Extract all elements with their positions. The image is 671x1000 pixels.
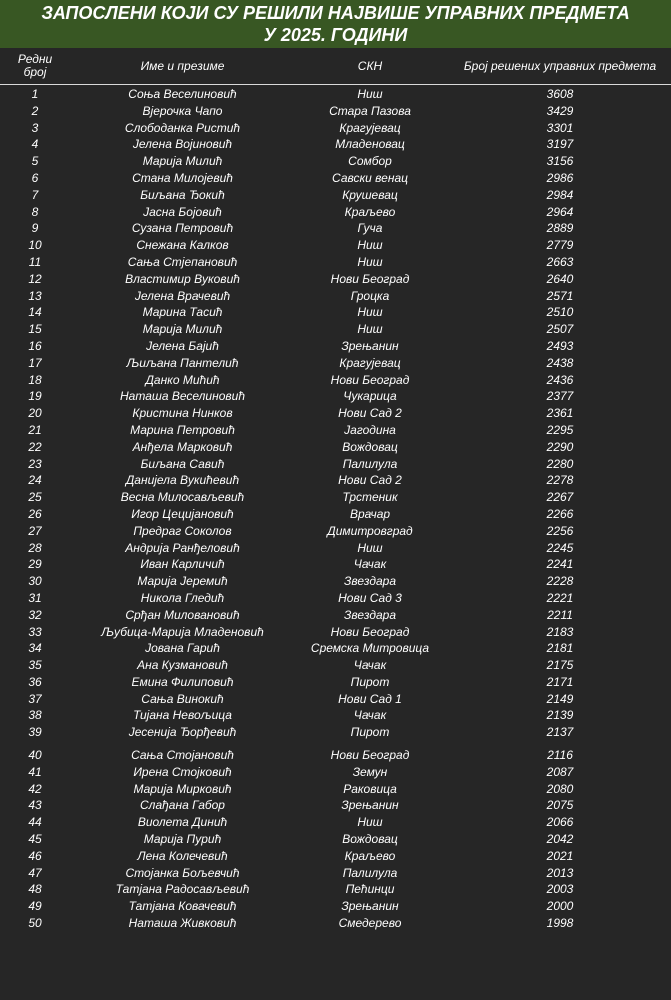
skn-office: Ниш — [357, 540, 383, 555]
row-number: 44 — [28, 815, 42, 830]
resolved-count: 2221 — [546, 590, 574, 605]
employee-name: Марина Петровић — [130, 422, 235, 437]
employee-name: Јелена Бајић — [146, 338, 219, 353]
skn-office: Ниш — [357, 305, 383, 320]
resolved-count: 2571 — [546, 288, 574, 303]
table-row — [0, 120, 671, 137]
resolved-count: 2436 — [546, 372, 574, 387]
skn-office: Димитровград — [327, 523, 413, 538]
employee-name: Марија Милић — [142, 322, 223, 337]
employee-name: Никола Гледић — [140, 590, 225, 605]
employee-name: Биљана Савић — [140, 456, 225, 471]
skn-office: Нови Сад 3 — [338, 590, 402, 605]
resolved-count: 2361 — [546, 406, 574, 421]
resolved-count: 2000 — [546, 899, 574, 914]
resolved-count: 2228 — [546, 574, 574, 589]
resolved-count: 2116 — [547, 748, 573, 763]
row-number: 31 — [28, 590, 42, 605]
table-row — [0, 540, 671, 557]
skn-office: Палилула — [342, 865, 398, 880]
skn-office: Савски венац — [332, 170, 408, 185]
skn-office: Земун — [352, 764, 388, 779]
resolved-count: 3156 — [546, 154, 574, 169]
table-row — [0, 103, 671, 120]
row-number: 24 — [28, 473, 42, 488]
resolved-count: 2640 — [546, 271, 574, 286]
resolved-count: 2042 — [546, 832, 574, 847]
table-row — [0, 472, 671, 489]
employee-name: Јесенија Ђорђевић — [128, 725, 237, 740]
resolved-count: 2510 — [546, 305, 574, 320]
resolved-count: 2183 — [546, 624, 574, 639]
employee-name: Марија Мирковић — [133, 781, 232, 796]
table-row — [0, 831, 671, 848]
skn-office: Чачак — [353, 658, 387, 673]
employee-name: Јелена Војиновић — [132, 137, 233, 152]
row-number: 25 — [28, 490, 42, 505]
resolved-count: 2295 — [546, 422, 574, 437]
row-number: 2 — [31, 103, 39, 118]
skn-office: Младеновац — [335, 137, 405, 152]
resolved-count: 2267 — [546, 490, 574, 505]
header-divider — [0, 84, 671, 85]
row-number: 15 — [28, 322, 42, 337]
row-number: 48 — [28, 882, 42, 897]
resolved-count: 2493 — [546, 338, 574, 353]
column-header-number — [0, 53, 70, 79]
page-title: ЗАПОСЛЕНИ КОЈИ СУ РЕШИЛИ НАЈВИШЕ УПРАВНИХ ПРЕДМЕТА — [41, 3, 630, 23]
row-number: 7 — [31, 187, 39, 202]
table-row — [0, 422, 671, 439]
column-header-number-line2: број — [23, 65, 47, 79]
employee-name: Вјерочка Чапо — [142, 103, 223, 118]
table-row — [0, 355, 671, 372]
employee-name: Марија Јеремић — [137, 574, 228, 589]
skn-office: Ниш — [357, 322, 383, 337]
row-number: 37 — [28, 691, 42, 706]
row-number: 21 — [28, 422, 42, 437]
employee-name: Марија Милић — [142, 154, 223, 169]
table-row — [0, 506, 671, 523]
row-number: 9 — [31, 221, 39, 236]
resolved-count: 2075 — [546, 798, 574, 813]
resolved-count: 2211 — [547, 607, 573, 622]
skn-office: Чукарица — [343, 389, 397, 404]
employee-name: Предраг Соколов — [133, 523, 232, 538]
employee-name: Лена Колечевић — [137, 848, 228, 863]
table-row — [0, 556, 671, 573]
table-row — [0, 405, 671, 422]
page-subtitle: У 2025. ГОДИНИ — [263, 25, 408, 45]
row-number: 27 — [28, 523, 42, 538]
employee-name: Емина Филиповић — [131, 674, 234, 689]
row-number: 10 — [28, 238, 42, 253]
skn-office: Зрењанин — [341, 338, 399, 353]
resolved-count: 2171 — [546, 674, 574, 689]
table-row — [0, 86, 671, 103]
row-number: 38 — [28, 708, 42, 723]
row-number: 49 — [28, 899, 42, 914]
resolved-count: 2507 — [546, 322, 574, 337]
table-row — [0, 338, 671, 355]
table-row — [0, 254, 671, 271]
skn-office: Ниш — [357, 238, 383, 253]
table-row — [0, 691, 671, 708]
employee-name: Ана Кузмановић — [137, 658, 228, 673]
skn-office: Краљево — [344, 848, 396, 863]
row-number: 19 — [28, 389, 42, 404]
employee-name: Срђан Миловановић — [125, 607, 240, 622]
skn-office: Гроцка — [350, 288, 390, 303]
row-number: 35 — [28, 658, 42, 673]
row-number: 22 — [28, 439, 42, 454]
resolved-count: 2175 — [546, 658, 574, 673]
resolved-count: 2021 — [546, 848, 574, 863]
resolved-count: 2663 — [546, 254, 574, 269]
row-number: 14 — [28, 305, 42, 320]
table-row — [0, 388, 671, 405]
skn-office: Крагујевац — [339, 355, 401, 370]
row-number: 30 — [28, 574, 42, 589]
row-number: 18 — [28, 372, 42, 387]
table-row — [0, 747, 671, 764]
table-row — [0, 489, 671, 506]
row-number: 40 — [28, 748, 42, 763]
resolved-count: 2149 — [546, 691, 574, 706]
table-row — [0, 170, 671, 187]
row-number: 46 — [28, 848, 42, 863]
employee-name: Сања Стојановић — [131, 748, 234, 763]
skn-office: Нови Београд — [330, 271, 410, 286]
skn-office: Вождовац — [342, 439, 398, 454]
table-row — [0, 624, 671, 641]
skn-office: Звездара — [343, 574, 396, 589]
employee-name: Наташа Веселиновић — [120, 389, 245, 404]
table-row — [0, 764, 671, 781]
table-row — [0, 321, 671, 338]
table-row — [0, 881, 671, 898]
table-row — [0, 724, 671, 741]
employee-name: Татјана Ковачевић — [128, 899, 237, 914]
skn-office: Ниш — [357, 87, 383, 101]
skn-office: Врачар — [349, 506, 391, 521]
employee-name: Тијана Невољица — [133, 708, 232, 723]
row-number: 13 — [28, 288, 42, 303]
row-number: 50 — [28, 916, 42, 931]
skn-office: Ниш — [357, 254, 383, 269]
skn-office: Звездара — [343, 607, 396, 622]
resolved-count: 3608 — [546, 87, 574, 101]
table-row — [0, 136, 671, 153]
table-row — [0, 237, 671, 254]
row-number: 16 — [28, 338, 42, 353]
skn-office: Стара Пазова — [329, 103, 411, 118]
column-header-skn: СКН — [357, 59, 383, 73]
table-row — [0, 865, 671, 882]
employee-name: Јелена Врачевић — [134, 288, 231, 303]
skn-office: Вождовац — [342, 832, 398, 847]
employee-name: Игор Цецијановић — [131, 506, 234, 521]
skn-office: Пирот — [350, 725, 390, 740]
resolved-count: 2137 — [546, 725, 574, 740]
skn-office: Смедерево — [338, 916, 402, 931]
resolved-count: 2087 — [546, 764, 574, 779]
row-number: 45 — [28, 832, 42, 847]
table-row — [0, 674, 671, 691]
table-row — [0, 797, 671, 814]
resolved-count: 2278 — [546, 473, 574, 488]
employee-name: Снежана Калков — [136, 238, 229, 253]
skn-office: Зрењанин — [341, 798, 399, 813]
employee-name: Јована Гарић — [145, 641, 220, 656]
employee-name: Ирена Стојковић — [133, 764, 232, 779]
row-number: 34 — [28, 641, 42, 656]
row-number: 11 — [28, 254, 42, 269]
resolved-count: 3301 — [546, 120, 574, 135]
resolved-count: 3197 — [546, 137, 574, 152]
table-row — [0, 271, 671, 288]
table-row — [0, 288, 671, 305]
resolved-count: 2013 — [546, 865, 574, 880]
row-number: 42 — [28, 781, 42, 796]
table-header — [0, 50, 671, 83]
skn-office: Пирот — [350, 674, 390, 689]
row-number: 12 — [28, 271, 42, 286]
table-row — [0, 898, 671, 915]
row-number: 47 — [28, 865, 42, 880]
table-row — [0, 657, 671, 674]
skn-office: Јагодина — [344, 422, 396, 437]
employee-name: Марија Пурић — [143, 832, 222, 847]
resolved-count: 2256 — [546, 523, 574, 538]
table-body — [0, 86, 671, 932]
resolved-count: 2080 — [546, 781, 574, 796]
employee-name: Соња Веселиновић — [128, 87, 237, 101]
employee-name: Слађана Габор — [140, 798, 225, 813]
employee-name: Љиљана Пантелић — [126, 355, 239, 370]
employee-name: Андрија Ранђеловић — [125, 540, 240, 555]
table-row — [0, 456, 671, 473]
skn-office: Чачак — [353, 557, 387, 572]
table-row — [0, 915, 671, 932]
employee-name: Иван Карличић — [140, 557, 225, 572]
resolved-count: 2779 — [546, 238, 574, 253]
skn-office: Палилула — [342, 456, 398, 471]
employee-name: Анђела Марковић — [132, 439, 233, 454]
employee-name: Стојанка Бољевчић — [125, 865, 240, 880]
skn-office: Нови Београд — [330, 372, 410, 387]
employee-name: Сузана Петровић — [131, 221, 234, 236]
resolved-count: 2066 — [546, 815, 574, 830]
employee-name: Данко Мићић — [145, 372, 220, 387]
employee-name: Сања Стјепановић — [127, 254, 238, 269]
row-number: 8 — [31, 204, 39, 219]
skn-office: Нови Сад 2 — [338, 406, 402, 421]
row-number: 6 — [31, 170, 39, 185]
table-row — [0, 153, 671, 170]
resolved-count: 2139 — [546, 708, 574, 723]
skn-office: Нови Београд — [330, 624, 410, 639]
skn-office: Нови Сад 1 — [338, 691, 402, 706]
row-number: 17 — [28, 355, 42, 370]
employee-name: Виолета Динић — [137, 815, 228, 830]
row-number: 1 — [31, 87, 39, 101]
row-number: 26 — [28, 506, 42, 521]
skn-office: Гуча — [357, 221, 383, 236]
row-number: 43 — [28, 798, 42, 813]
employee-name: Биљана Ђокић — [140, 187, 225, 202]
resolved-count: 2181 — [546, 641, 574, 656]
title-banner — [0, 0, 671, 48]
employee-name: Данијела Вукићевић — [125, 473, 240, 488]
row-number: 39 — [28, 725, 42, 740]
row-number: 32 — [28, 607, 42, 622]
resolved-count: 2986 — [546, 170, 574, 185]
skn-office: Нови Сад 2 — [338, 473, 402, 488]
row-number: 3 — [31, 120, 39, 135]
resolved-count: 3429 — [546, 103, 574, 118]
skn-office: Сомбор — [348, 154, 392, 169]
table-row — [0, 573, 671, 590]
table-row — [0, 640, 671, 657]
row-number: 4 — [31, 137, 39, 152]
skn-office: Крушевац — [342, 187, 398, 202]
employee-name: Јасна Бојовић — [143, 204, 222, 219]
resolved-count: 2266 — [546, 506, 574, 521]
table-row — [0, 590, 671, 607]
resolved-count: 2377 — [546, 389, 574, 404]
employee-name: Стана Милојевић — [132, 170, 233, 185]
table-row — [0, 187, 671, 204]
row-number: 33 — [28, 624, 42, 639]
row-number: 23 — [28, 456, 42, 471]
skn-office: Нови Београд — [330, 748, 410, 763]
table-row — [0, 607, 671, 624]
resolved-count: 2280 — [546, 456, 574, 471]
table-row — [0, 781, 671, 798]
skn-office: Краљево — [344, 204, 396, 219]
row-number: 20 — [28, 406, 42, 421]
row-number: 29 — [28, 557, 42, 572]
resolved-count: 2964 — [546, 204, 574, 219]
employee-name: Слободанка Ристић — [124, 120, 241, 135]
table-row — [0, 439, 671, 456]
skn-office: Крагујевац — [339, 120, 401, 135]
employee-name: Марина Тасић — [142, 305, 223, 320]
skn-office: Чачак — [353, 708, 387, 723]
employee-name: Властимир Вуковић — [125, 271, 240, 286]
resolved-count: 2245 — [546, 540, 574, 555]
employee-name: Љубица-Марија Младеновић — [101, 624, 264, 639]
row-number: 28 — [28, 540, 42, 555]
employee-name: Наташа Живковић — [128, 916, 237, 931]
column-header-number-line1: Редни — [17, 52, 53, 66]
table-row — [0, 372, 671, 389]
employee-name: Кристина Нинков — [132, 406, 233, 421]
row-number: 41 — [28, 764, 42, 779]
skn-office: Зрењанин — [341, 899, 399, 914]
employee-name: Татјана Радосављевић — [115, 882, 250, 897]
resolved-count: 2241 — [546, 557, 574, 572]
skn-office: Трстеник — [342, 490, 398, 505]
skn-office: Сремска Митровица — [310, 641, 430, 656]
table-row — [0, 814, 671, 831]
resolved-count: 2889 — [546, 221, 574, 236]
resolved-count: 2003 — [546, 882, 574, 897]
row-number: 5 — [31, 154, 39, 169]
skn-office: Ниш — [357, 815, 383, 830]
resolved-count: 2984 — [546, 187, 574, 202]
skn-office: Пећинци — [345, 882, 395, 897]
table-row — [0, 707, 671, 724]
table-row — [0, 220, 671, 237]
table-row — [0, 204, 671, 221]
resolved-count: 1998 — [546, 916, 574, 931]
column-header-name: Име и презиме — [140, 59, 225, 73]
resolved-count: 2438 — [546, 355, 574, 370]
table-row — [0, 304, 671, 321]
employee-name: Сања Винокић — [141, 691, 224, 706]
table-row — [0, 523, 671, 540]
employee-name: Весна Милосављевић — [120, 490, 245, 505]
table-row — [0, 848, 671, 865]
column-header-count: Број решених управних предмета — [463, 59, 657, 73]
skn-office: Раковица — [343, 781, 397, 796]
row-number: 36 — [28, 674, 42, 689]
resolved-count: 2290 — [546, 439, 574, 454]
